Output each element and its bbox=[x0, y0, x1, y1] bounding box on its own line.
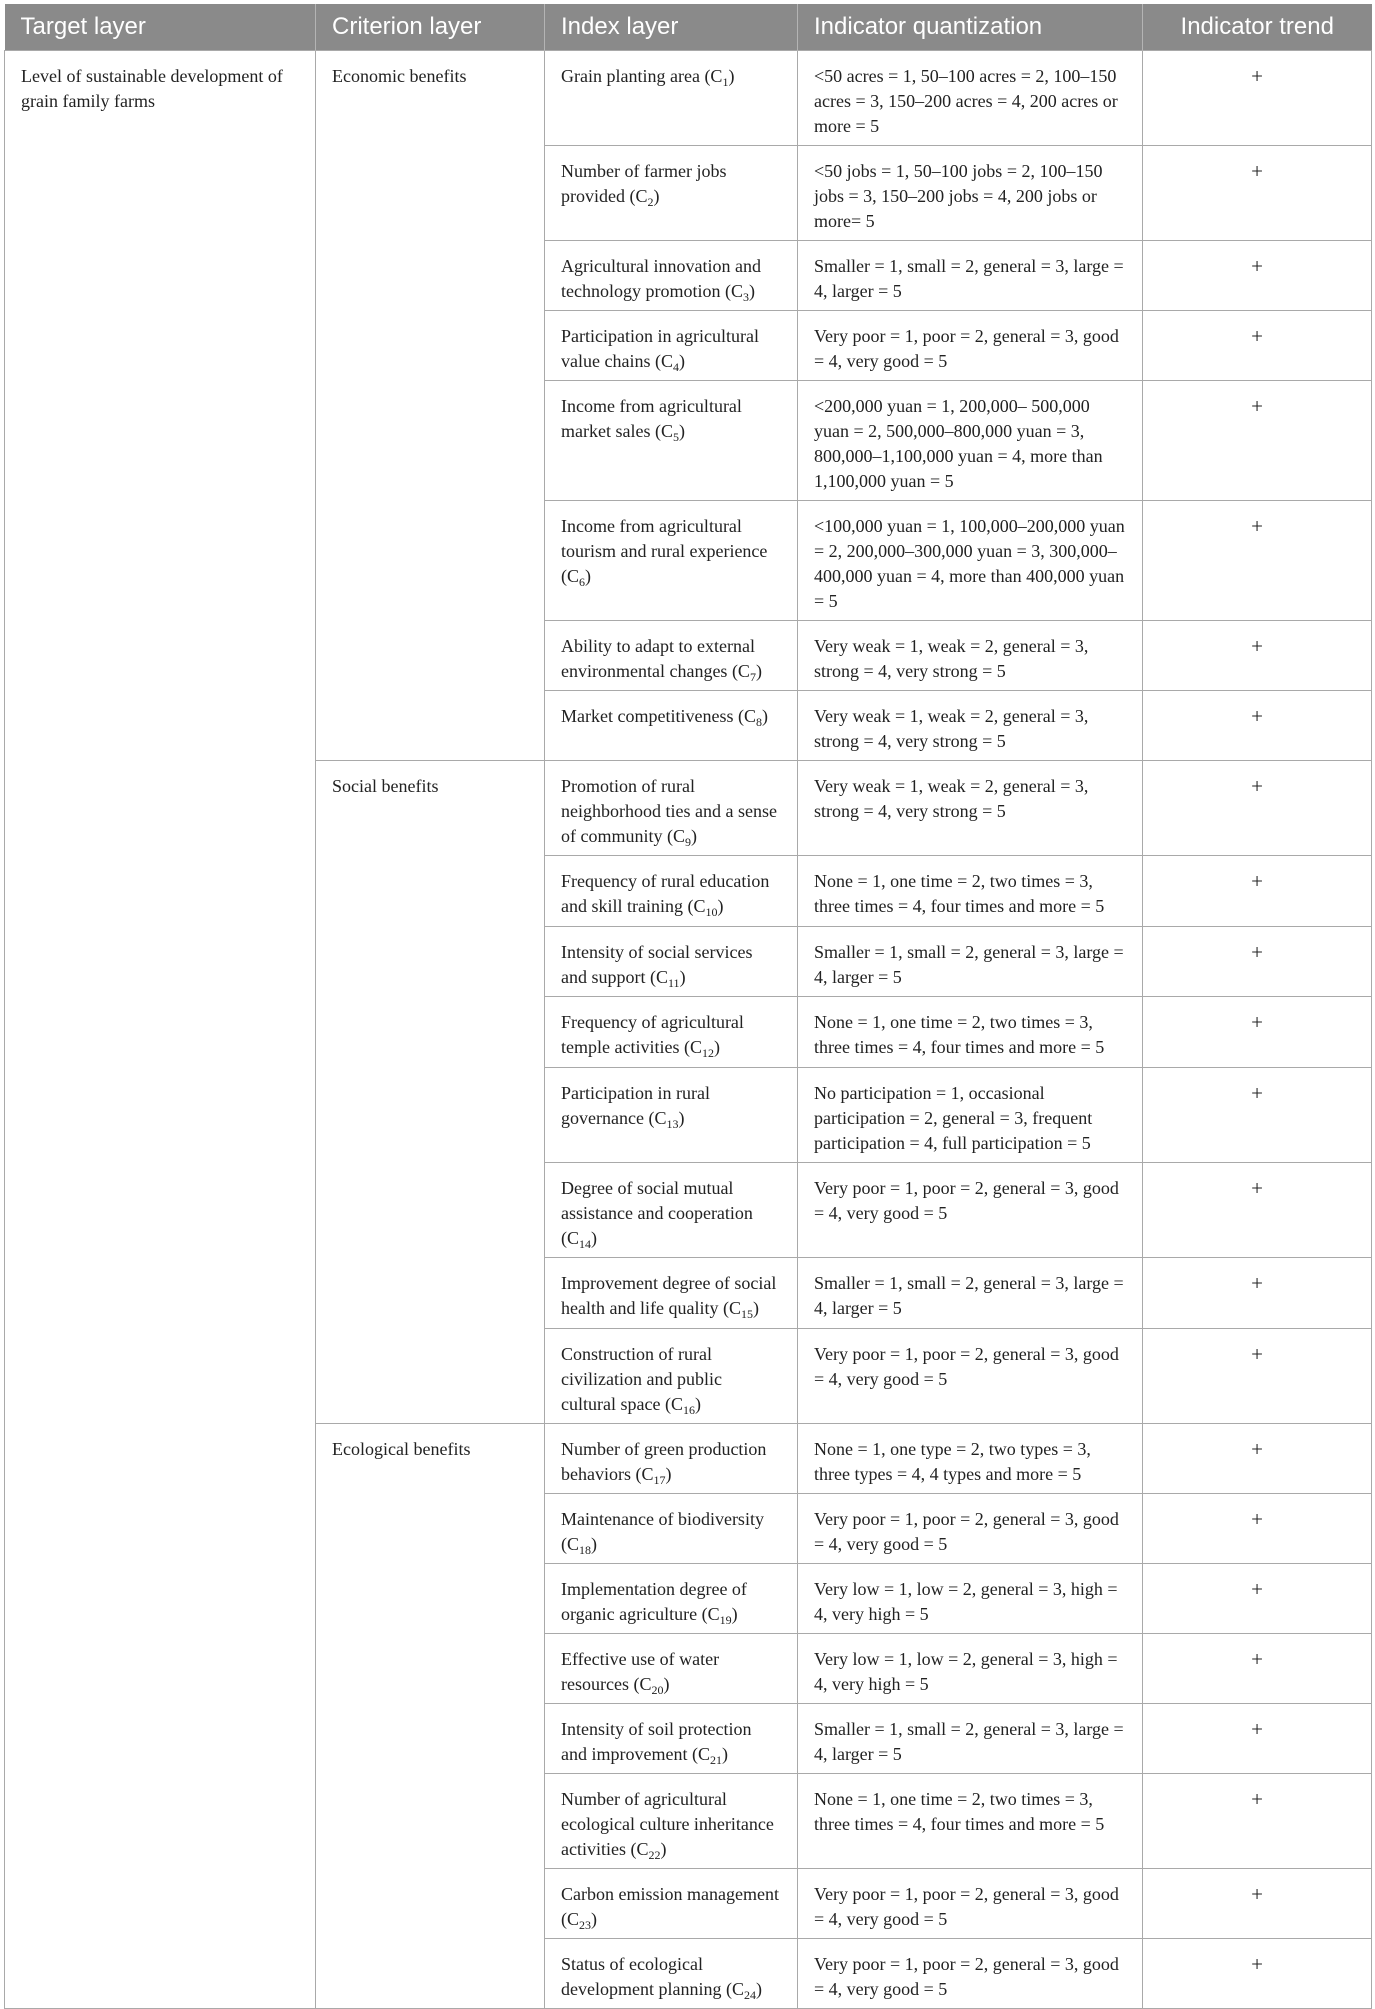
trend-cell: + bbox=[1143, 760, 1372, 855]
quantization-cell: Very weak = 1, weak = 2, general = 3, strong = 4, very strong = 5 bbox=[798, 760, 1143, 855]
index-close-paren: ) bbox=[761, 705, 768, 726]
index-code: 21 bbox=[709, 1752, 722, 1767]
index-name: Agricultural innovation and technology promotion (C bbox=[561, 255, 761, 301]
index-close-paren: ) bbox=[752, 1297, 759, 1318]
quantization-cell: Smaller = 1, small = 2, general = 3, large = 4, larger = 5 bbox=[798, 926, 1143, 996]
index-code: 4 bbox=[672, 359, 679, 374]
index-name: Intensity of social services and support (C bbox=[561, 941, 753, 987]
trend-cell: + bbox=[1143, 1633, 1372, 1703]
index-cell bbox=[545, 855, 798, 926]
index-name: Status of ecological development planning (C bbox=[561, 1953, 744, 1999]
index-close-paren: ) bbox=[755, 1978, 762, 1999]
index-code: 20 bbox=[651, 1682, 664, 1697]
index-code: 17 bbox=[653, 1472, 666, 1487]
quantization-cell: Very weak = 1, weak = 2, general = 3, strong = 4, very strong = 5 bbox=[798, 620, 1143, 690]
criterion-cell: Social benefits bbox=[316, 760, 545, 1423]
trend-cell: + bbox=[1143, 145, 1372, 240]
index-close-paren: ) bbox=[591, 1908, 597, 1929]
index-code: 14 bbox=[579, 1236, 591, 1251]
trend-cell: + bbox=[1143, 1493, 1372, 1563]
trend-cell: + bbox=[1143, 1938, 1372, 2008]
index-name: Participation in rural governance (C bbox=[561, 1082, 710, 1128]
index-code: 8 bbox=[755, 714, 762, 729]
index-close-paren: ) bbox=[713, 1036, 720, 1057]
index-code: 6 bbox=[579, 574, 585, 589]
index-cell bbox=[545, 500, 798, 620]
trend-cell: + bbox=[1143, 996, 1372, 1067]
index-cell bbox=[545, 50, 798, 145]
quantization-cell: None = 1, one time = 2, two times = 3, three times = 4, four times and more = 5 bbox=[798, 1773, 1143, 1868]
index-cell bbox=[545, 620, 798, 690]
header-row bbox=[5, 4, 1372, 50]
quantization-cell: Smaller = 1, small = 2, general = 3, large = 4, larger = 5 bbox=[798, 1257, 1143, 1328]
quantization-cell: Very poor = 1, poor = 2, general = 3, good = 4, very good = 5 bbox=[798, 310, 1143, 380]
trend-cell: + bbox=[1143, 240, 1372, 310]
header-index-layer: Index layer bbox=[545, 4, 798, 50]
index-code: 3 bbox=[742, 289, 749, 304]
index-cell bbox=[545, 1162, 798, 1257]
index-close-paren: ) bbox=[721, 1743, 728, 1764]
trend-cell: + bbox=[1143, 1563, 1372, 1633]
index-cell bbox=[545, 1067, 798, 1162]
index-name: Frequency of agricultural temple activities (C bbox=[561, 1011, 744, 1057]
index-name: Number of agricultural ecological culture inheritance activities (C bbox=[561, 1788, 774, 1859]
quantization-cell: Very poor = 1, poor = 2, general = 3, good = 4, very good = 5 bbox=[798, 1868, 1143, 1938]
index-name: Improvement degree of social health and life quality (C bbox=[561, 1272, 777, 1318]
index-name: Income from agricultural tourism and rural experience (C bbox=[561, 515, 768, 586]
index-cell bbox=[545, 996, 798, 1067]
trend-cell: + bbox=[1143, 1328, 1372, 1423]
index-code: 23 bbox=[579, 1917, 591, 1932]
header-target-layer: Target layer bbox=[5, 4, 316, 50]
index-cell bbox=[545, 1938, 798, 2008]
indicator-table bbox=[4, 4, 1372, 2009]
index-close-paren: ) bbox=[717, 895, 724, 916]
trend-cell: + bbox=[1143, 1868, 1372, 1938]
quantization-cell: None = 1, one type = 2, two types = 3, three types = 4, 4 types and more = 5 bbox=[798, 1423, 1143, 1493]
index-close-paren: ) bbox=[678, 350, 685, 371]
index-code: 1 bbox=[722, 74, 729, 89]
criterion-cell: Economic benefits bbox=[316, 50, 545, 760]
index-code: 19 bbox=[719, 1612, 732, 1627]
index-code: 16 bbox=[682, 1402, 695, 1417]
index-cell bbox=[545, 145, 798, 240]
index-cell bbox=[545, 1703, 798, 1773]
index-name: Implementation degree of organic agriculture (C bbox=[561, 1578, 747, 1624]
trend-cell: + bbox=[1143, 50, 1372, 145]
index-code: 2 bbox=[647, 194, 654, 209]
index-name: Number of green production behaviors (C bbox=[561, 1438, 767, 1484]
index-close-paren: ) bbox=[660, 1838, 667, 1859]
index-close-paren: ) bbox=[679, 966, 686, 987]
index-cell bbox=[545, 310, 798, 380]
index-code: 7 bbox=[749, 669, 756, 684]
index-close-paren: ) bbox=[694, 1393, 701, 1414]
quantization-cell: <200,000 yuan = 1, 200,000– 500,000 yuan = 2, 500,000–800,000 yuan = 3, 800,000–1,100,000 yuan = 4, more than 1,100,000 yuan = 5 bbox=[798, 380, 1143, 500]
trend-cell: + bbox=[1143, 310, 1372, 380]
quantization-cell: None = 1, one time = 2, two times = 3, three times = 4, four times and more = 5 bbox=[798, 855, 1143, 926]
index-name: Promotion of rural neighborhood ties and a sense of community (C bbox=[561, 775, 777, 846]
index-name: Income from agricultural market sales (C bbox=[561, 395, 742, 441]
quantization-cell: Very poor = 1, poor = 2, general = 3, good = 4, very good = 5 bbox=[798, 1162, 1143, 1257]
table-body bbox=[5, 50, 1372, 2008]
index-name: Number of farmer jobs provided (C bbox=[561, 160, 727, 206]
quantization-cell: Very poor = 1, poor = 2, general = 3, good = 4, very good = 5 bbox=[798, 1493, 1143, 1563]
trend-cell: + bbox=[1143, 500, 1372, 620]
index-name: Participation in agricultural value chains (C bbox=[561, 325, 759, 371]
index-cell bbox=[545, 1633, 798, 1703]
index-name: Grain planting area (C bbox=[561, 65, 723, 86]
index-cell bbox=[545, 690, 798, 760]
index-code: 11 bbox=[668, 975, 680, 990]
index-cell bbox=[545, 1868, 798, 1938]
trend-cell: + bbox=[1143, 926, 1372, 996]
index-code: 18 bbox=[579, 1542, 591, 1557]
quantization-cell: None = 1, one time = 2, two times = 3, three times = 4, four times and more = 5 bbox=[798, 996, 1143, 1067]
header-indicator-trend: Indicator trend bbox=[1143, 4, 1372, 50]
index-code: 13 bbox=[666, 1116, 679, 1131]
target-layer-cell: Level of sustainable development of grain family farms bbox=[5, 50, 316, 2008]
trend-cell: + bbox=[1143, 1162, 1372, 1257]
quantization-cell: Very poor = 1, poor = 2, general = 3, good = 4, very good = 5 bbox=[798, 1938, 1143, 2008]
index-close-paren: ) bbox=[585, 565, 591, 586]
index-close-paren: ) bbox=[663, 1673, 670, 1694]
quantization-cell: Very weak = 1, weak = 2, general = 3, strong = 4, very strong = 5 bbox=[798, 690, 1143, 760]
index-code: 24 bbox=[743, 1987, 756, 2002]
trend-cell: + bbox=[1143, 1423, 1372, 1493]
index-name: Effective use of water resources (C bbox=[561, 1648, 720, 1694]
criterion-cell: Ecological benefits bbox=[316, 1423, 545, 2008]
trend-cell: + bbox=[1143, 690, 1372, 760]
trend-cell: + bbox=[1143, 380, 1372, 500]
table-header bbox=[5, 4, 1372, 50]
index-cell bbox=[545, 1773, 798, 1868]
quantization-cell: <50 jobs = 1, 50–100 jobs = 2, 100–150 jobs = 3, 150–200 jobs = 4, 200 jobs or more= 5 bbox=[798, 145, 1143, 240]
quantization-cell: <50 acres = 1, 50–100 acres = 2, 100–150 acres = 3, 150–200 acres = 4, 200 acres or more = 5 bbox=[798, 50, 1143, 145]
index-close-paren: ) bbox=[591, 1227, 597, 1248]
index-cell bbox=[545, 926, 798, 996]
index-code: 15 bbox=[740, 1306, 753, 1321]
quantization-cell: Very low = 1, low = 2, general = 3, high = 4, very high = 5 bbox=[798, 1563, 1143, 1633]
index-name: Maintenance of biodiversity (C bbox=[561, 1508, 764, 1554]
quantization-cell: Smaller = 1, small = 2, general = 3, large = 4, larger = 5 bbox=[798, 240, 1143, 310]
header-criterion-layer: Criterion layer bbox=[316, 4, 545, 50]
index-close-paren: ) bbox=[755, 660, 762, 681]
quantization-cell: Very low = 1, low = 2, general = 3, high = 4, very high = 5 bbox=[798, 1633, 1143, 1703]
index-close-paren: ) bbox=[691, 825, 697, 846]
index-close-paren: ) bbox=[728, 65, 735, 86]
index-cell bbox=[545, 1328, 798, 1423]
index-code: 12 bbox=[701, 1045, 714, 1060]
quantization-cell: <100,000 yuan = 1, 100,000–200,000 yuan = 2, 200,000–300,000 yuan = 3, 300,000–400,000 yuan = 4, more than 400,000 yuan = 5 bbox=[798, 500, 1143, 620]
index-name: Carbon emission management (C bbox=[561, 1883, 779, 1929]
index-cell bbox=[545, 760, 798, 855]
index-code: 10 bbox=[705, 904, 718, 919]
index-close-paren: ) bbox=[731, 1603, 738, 1624]
index-close-paren: ) bbox=[665, 1463, 672, 1484]
index-code: 9 bbox=[685, 834, 691, 849]
index-name: Market competitiveness (C bbox=[561, 705, 756, 726]
trend-cell: + bbox=[1143, 1067, 1372, 1162]
index-cell bbox=[545, 1493, 798, 1563]
trend-cell: + bbox=[1143, 1703, 1372, 1773]
quantization-cell: Smaller = 1, small = 2, general = 3, large = 4, larger = 5 bbox=[798, 1703, 1143, 1773]
index-name: Degree of social mutual assistance and cooperation (C bbox=[561, 1177, 753, 1248]
index-name: Frequency of rural education and skill training (C bbox=[561, 870, 770, 916]
index-cell bbox=[545, 240, 798, 310]
index-close-paren: ) bbox=[653, 185, 660, 206]
trend-cell: + bbox=[1143, 1773, 1372, 1868]
index-close-paren: ) bbox=[678, 420, 685, 441]
index-name: Intensity of soil protection and improvement (C bbox=[561, 1718, 752, 1764]
index-close-paren: ) bbox=[591, 1533, 597, 1554]
index-name: Construction of rural civilization and public cultural space (C bbox=[561, 1343, 722, 1414]
index-cell bbox=[545, 1423, 798, 1493]
index-close-paren: ) bbox=[748, 280, 755, 301]
trend-cell: + bbox=[1143, 620, 1372, 690]
trend-cell: + bbox=[1143, 855, 1372, 926]
quantization-cell: Very poor = 1, poor = 2, general = 3, good = 4, very good = 5 bbox=[798, 1328, 1143, 1423]
index-code: 5 bbox=[672, 429, 679, 444]
trend-cell: + bbox=[1143, 1257, 1372, 1328]
index-code: 22 bbox=[648, 1847, 661, 1862]
index-name: Ability to adapt to external environmental changes (C bbox=[561, 635, 755, 681]
index-close-paren: ) bbox=[678, 1107, 685, 1128]
index-cell bbox=[545, 380, 798, 500]
index-cell bbox=[545, 1563, 798, 1633]
quantization-cell: No participation = 1, occasional participation = 2, general = 3, frequent participation = 4, full participation = 5 bbox=[798, 1067, 1143, 1162]
header-indicator-quantization: Indicator quantization bbox=[798, 4, 1143, 50]
table-row bbox=[5, 50, 1372, 145]
index-cell bbox=[545, 1257, 798, 1328]
